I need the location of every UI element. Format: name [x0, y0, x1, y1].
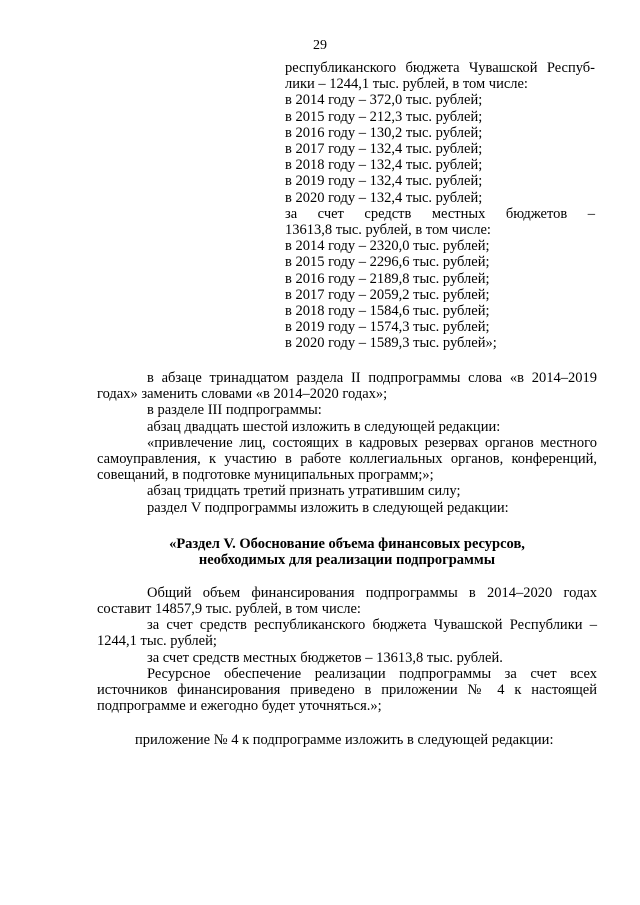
local-year-line: в 2020 году – 1589,3 тыс. рублей»; — [285, 335, 497, 352]
final-paragraph: приложение № 4 к подпрограмме изложить в следующей редакции: — [135, 732, 554, 749]
page-number: 29 — [313, 38, 327, 53]
local-year-line: в 2015 году – 2296,6 тыс. рублей; — [285, 254, 490, 271]
amendment-paragraph: абзац двадцать шестой изложить в следующей редакции: — [147, 418, 501, 435]
republican-year-line: в 2018 году – 132,4 тыс. рублей; — [285, 157, 483, 174]
republican-year-line: в 2017 году – 132,4 тыс. рублей; — [285, 141, 483, 158]
section-heading-line: необходимых для реализации подпрограммы — [198, 552, 496, 569]
amendment-paragraph: раздел V подпрограммы изложить в следующей редакции: — [147, 499, 509, 516]
republican-year-line: в 2020 году – 132,4 тыс. рублей; — [285, 189, 483, 206]
republican-year-line: в 2019 году – 132,4 тыс. рублей; — [285, 173, 483, 190]
section-heading — [97, 536, 597, 569]
funding-breakdown-block — [285, 60, 595, 352]
financing-paragraph: за счет средств республиканского бюджета Чувашской Республики – 1244,1 тыс. рублей; — [97, 617, 597, 650]
republican-year-line: в 2014 году – 372,0 тыс. рублей; — [285, 92, 483, 109]
local-year-line: в 2016 году – 2189,8 тыс. рублей; — [285, 270, 490, 287]
local-year-line: в 2017 году – 2059,2 тыс. рублей; — [285, 286, 490, 303]
local-intro-line: 13613,8 тыс. рублей, в том числе: — [285, 222, 491, 239]
amendment-paragraph: в разделе III подпрограммы: — [147, 402, 322, 419]
text-line: лики – 1244,1 тыс. рублей, в том числе: — [285, 76, 528, 93]
financing-paragraph: Ресурсное обеспечение реализации подпрограммы за счет всех источников финансирования приведено в приложении № 4 к настоящей подпрограмме и ежегодно будет уточняться.»; — [97, 665, 597, 715]
section-heading-line: «Раздел V. Обоснование объема финансовых ресурсов, — [169, 535, 525, 552]
document-body — [97, 370, 597, 749]
local-year-line: в 2019 году – 1574,3 тыс. рублей; — [285, 319, 490, 336]
text-line: республиканского бюджета Чувашской Респуб- — [285, 60, 595, 76]
local-year-line: в 2018 году – 1584,6 тыс. рублей; — [285, 303, 490, 320]
amendment-paragraph: в абзаце тринадцатом раздела II подпрограммы слова «в 2014–2019 годах» заменить словами «в 2014–2020 годах»; — [97, 370, 597, 403]
amendment-paragraph: «привлечение лиц, состоящих в кадровых резервах органов местного самоуправления, к участию в работе коллегиальных органов, конференций, совещаний, в подготовке муниципальных программ;»; — [97, 434, 597, 484]
republican-year-line: в 2015 году – 212,3 тыс. рублей; — [285, 108, 483, 125]
local-year-line: в 2014 году – 2320,0 тыс. рублей; — [285, 238, 490, 255]
republican-year-line: в 2016 году – 130,2 тыс. рублей; — [285, 124, 483, 141]
financing-paragraph: Общий объем финансирования подпрограммы в 2014–2020 годах составит 14857,9 тыс. рублей, в том числе: — [97, 584, 597, 618]
local-intro-line: за счет средств местных бюджетов – — [285, 205, 595, 222]
financing-paragraph: за счет средств местных бюджетов – 13613,8 тыс. рублей. — [147, 649, 503, 666]
financing-block — [97, 585, 597, 715]
amendment-paragraph: абзац тридцать третий признать утратившим силу; — [147, 483, 461, 500]
